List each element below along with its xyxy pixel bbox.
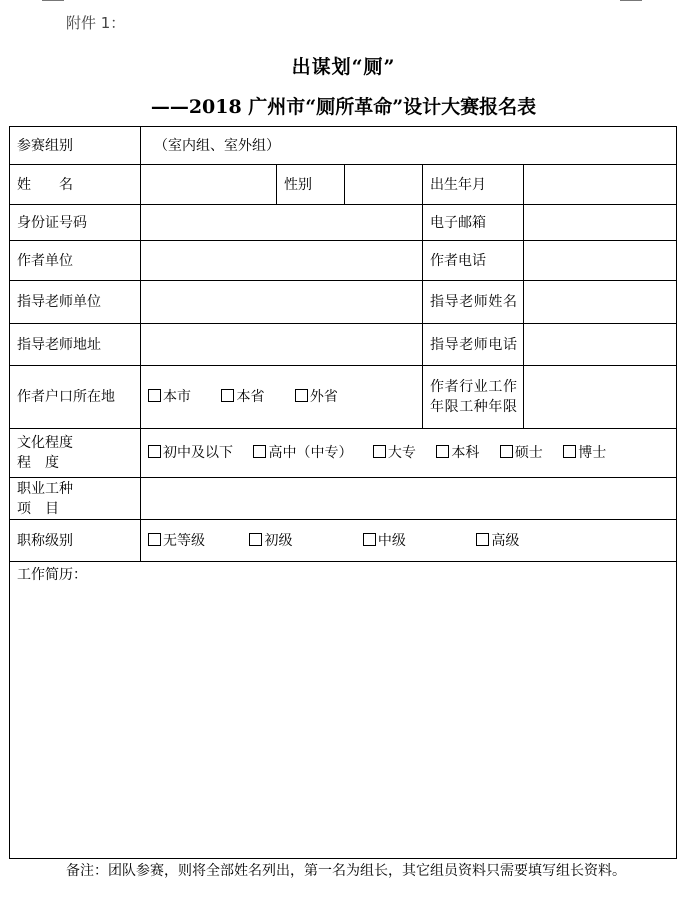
resume-label: 工作简历： — [17, 567, 87, 583]
checkbox-icon[interactable] — [148, 445, 161, 458]
teacher-addr-field[interactable] — [141, 324, 423, 366]
footer-note: 备注：团队参赛，则将全部姓名列出，第一名为组长，其它组员资料只需要填写组长资料。 — [66, 863, 626, 879]
row-title-level — [10, 520, 677, 562]
email-field[interactable] — [524, 205, 677, 241]
teacher-unit-label: 指导老师单位 — [10, 281, 141, 324]
form-title: 出谋划“厕” — [291, 56, 396, 78]
title-level-label: 职称级别 — [10, 520, 141, 562]
row-unit — [10, 241, 677, 281]
row-education — [10, 429, 677, 478]
title-level-option-middle[interactable]: 中级 — [363, 533, 406, 549]
education-option-master[interactable]: 硕士 — [500, 445, 543, 461]
row-occupation — [10, 478, 677, 520]
education-options — [141, 429, 677, 478]
row-name — [10, 165, 677, 205]
hukou-options — [141, 366, 423, 429]
row-resume — [10, 562, 677, 859]
teacher-name-field[interactable] — [524, 281, 677, 324]
row-hukou — [10, 366, 677, 429]
checkbox-icon[interactable] — [221, 389, 234, 402]
occupation-label: 职业工种 项 目 — [10, 478, 141, 520]
resume-field[interactable] — [10, 562, 677, 859]
education-option-doctor[interactable]: 博士 — [563, 445, 606, 461]
work-years-field[interactable] — [524, 366, 677, 429]
hukou-option-outside[interactable]: 外省 — [295, 389, 338, 405]
birth-label: 出生年月 — [423, 165, 524, 205]
registration-form-table — [9, 126, 677, 859]
education-option-senior[interactable]: 高中（中专） — [253, 445, 352, 461]
phone-field[interactable] — [524, 241, 677, 281]
hukou-option-local[interactable]: 本市 — [148, 389, 191, 405]
gender-label: 性别 — [277, 165, 345, 205]
hukou-option-province[interactable]: 本省 — [221, 389, 264, 405]
checkbox-icon[interactable] — [253, 445, 266, 458]
teacher-unit-field[interactable] — [141, 281, 423, 324]
teacher-addr-label: 指导老师地址 — [10, 324, 141, 366]
row-teacher-unit — [10, 281, 677, 324]
page-corner-mark-right — [620, 0, 642, 1]
group-field[interactable] — [141, 127, 677, 165]
attachment-label: 附件 1： — [66, 14, 126, 32]
id-label: 身份证号码 — [10, 205, 141, 241]
checkbox-icon[interactable] — [373, 445, 386, 458]
phone-label: 作者电话 — [423, 241, 524, 281]
checkbox-icon[interactable] — [295, 389, 308, 402]
row-teacher-addr — [10, 324, 677, 366]
title-level-options — [141, 520, 677, 562]
gender-field[interactable] — [345, 165, 423, 205]
title-level-option-senior[interactable]: 高级 — [476, 533, 519, 549]
name-field[interactable] — [141, 165, 277, 205]
form-subtitle: ——2018 广州市“厕所革命”设计大赛报名表 — [150, 96, 537, 118]
unit-label: 作者单位 — [10, 241, 141, 281]
name-label: 姓 名 — [10, 165, 141, 205]
row-id — [10, 205, 677, 241]
teacher-phone-field[interactable] — [524, 324, 677, 366]
checkbox-icon[interactable] — [148, 533, 161, 546]
checkbox-icon[interactable] — [500, 445, 513, 458]
teacher-phone-label: 指导老师电话 — [423, 324, 524, 366]
education-option-bachelor[interactable]: 本科 — [436, 445, 479, 461]
row-group — [10, 127, 677, 165]
email-label: 电子邮箱 — [423, 205, 524, 241]
checkbox-icon[interactable] — [563, 445, 576, 458]
occupation-field[interactable] — [141, 478, 677, 520]
page-corner-mark-left — [42, 0, 64, 1]
birth-field[interactable] — [524, 165, 677, 205]
checkbox-icon[interactable] — [436, 445, 449, 458]
title-level-option-none[interactable]: 无等级 — [148, 533, 205, 549]
hukou-label: 作者户口所在地 — [10, 366, 141, 429]
education-option-junior[interactable]: 初中及以下 — [148, 445, 233, 461]
title-level-option-junior[interactable]: 初级 — [249, 533, 292, 549]
work-years-label: 作者行业工作年限工种年限 — [423, 366, 524, 429]
checkbox-icon[interactable] — [476, 533, 489, 546]
group-label: 参赛组别 — [10, 127, 141, 165]
checkbox-icon[interactable] — [148, 389, 161, 402]
checkbox-icon[interactable] — [249, 533, 262, 546]
id-field[interactable] — [141, 205, 423, 241]
unit-field[interactable] — [141, 241, 423, 281]
education-label: 文化程度 程 度 — [10, 429, 141, 478]
teacher-name-label: 指导老师姓名 — [423, 281, 524, 324]
checkbox-icon[interactable] — [363, 533, 376, 546]
group-hint: （室内组、室外组） — [154, 137, 280, 154]
education-option-college[interactable]: 大专 — [373, 445, 416, 461]
